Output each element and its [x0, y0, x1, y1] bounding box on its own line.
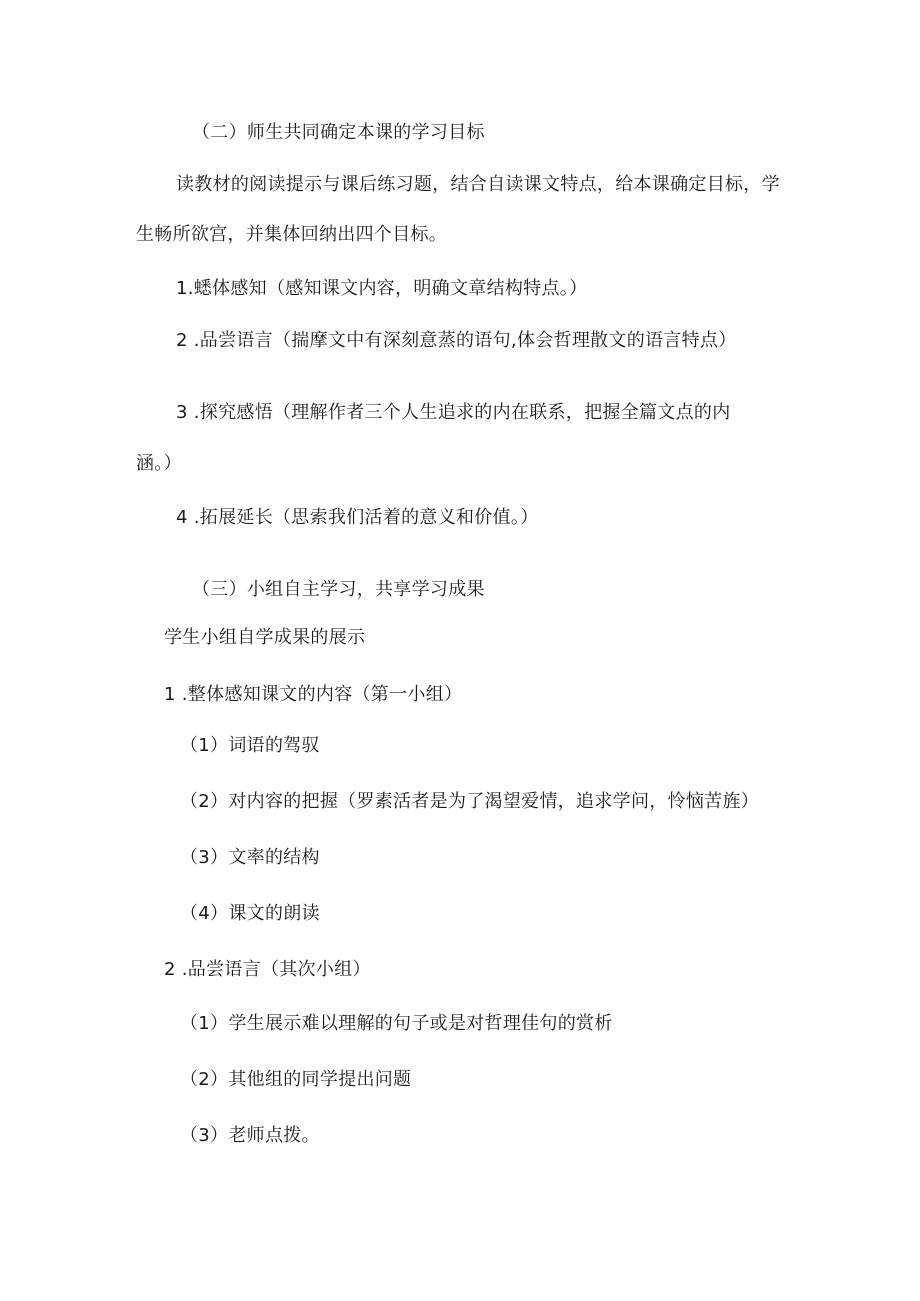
goal-4: 4 .拓展延长（思索我们活着的意义和价值。） [176, 507, 539, 528]
goal-2: 2 .品尝语言（揣摩文中有深刻意蒸的语句,体会哲理散文的语言特点） [176, 330, 737, 351]
group-1-item: （1）词语的驾驭 [180, 735, 320, 756]
group-2-item: （3）老师点拨。 [180, 1125, 320, 1146]
group-1-item: （3）文率的结构 [180, 847, 320, 868]
goal-1: 1.蟋体感知（感知课文内容，明确文章结构特点。） [176, 278, 588, 299]
section-2-intro-line-1: 读教材的阅读提示与课后练习题，结合自读课文特点，给本课确定目标，学 [176, 174, 780, 195]
section-2-heading: （二）师生共同确定本课的学习目标 [192, 122, 485, 143]
section-2-intro-line-2: 生畅所欲宫，并集体回纳出四个目标。 [136, 224, 448, 245]
group-2-item: （1）学生展示难以理解的句子或是对哲理佳句的赏析 [180, 1013, 613, 1034]
section-3-intro: 学生小组自学成果的展示 [164, 627, 366, 648]
group-2-item: （2）其他组的同学提出问题 [180, 1069, 412, 1090]
group-2-title: 2 .品尝语言（其次小组） [164, 959, 371, 980]
section-3-heading: （三）小组自主学习，共享学习成果 [192, 579, 485, 600]
group-1-title: 1 .整体感知课文的内容（第一小组） [164, 684, 463, 705]
goal-3-line-1: 3 .探究感悟（理解作者三个人生追求的内在联系，把握全篇文点的内 [176, 402, 731, 423]
group-1-item: （2）对内容的把握（罗素活者是为了渴望爱情，追求学问，怜恼苦旌） [180, 791, 760, 812]
group-1-item: （4）课文的朗读 [180, 903, 320, 924]
goal-3-line-2: 涵。） [136, 453, 182, 474]
